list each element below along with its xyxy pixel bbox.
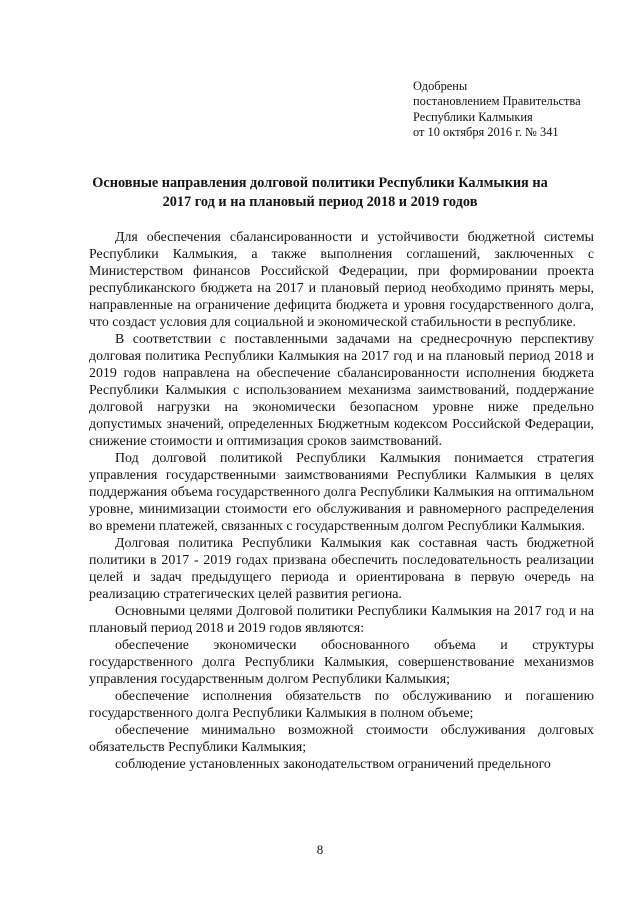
title-line: 2017 год и на плановый период 2018 и 2019 годов (162, 193, 478, 210)
list-item: обеспечение исполнения обязательств по обслуживанию и погашению государственного долга Республики Калмыкия в полном объеме; (89, 689, 594, 721)
body-paragraph: Долговая политика Республики Калмыкия как составная часть бюджетной политики в 2017 - 2019 годах призвана обеспечить последовательность реализации целей и задач предыдущего периода и ориентирована в первую очередь на реализацию стратегических целей развития региона. (89, 536, 594, 602)
approval-line: от 10 октября 2016 г. № 341 (413, 125, 559, 140)
title-line: Основные направления долговой политики Республики Калмыкия на (92, 175, 548, 191)
approval-stamp (413, 79, 581, 141)
body-paragraph: Для обеспечения сбалансированности и устойчивости бюджетной системы Республики Калмыкия, а также выполнения соглашений, заключенных с Министерством финансов Российской Федерации, при формировании проекта республиканского бюджета на 2017 и плановый период необходимо принять меры, направленные на ограничение дефицита бюджета и уровня государственного долга, что создаст условия для социальной и экономической стабильности в республике. (89, 230, 594, 330)
body-paragraph: Основными целями Долговой политики Республики Калмыкия на 2017 год и на плановый период 2018 и 2019 годов являются: (89, 604, 594, 636)
list-item: обеспечение минимально возможной стоимости обслуживания долговых обязательств Республики Калмыкия; (89, 723, 594, 755)
body-paragraph: В соответствии с поставленными задачами на среднесрочную перспективу долговая политика Республики Калмыкия на 2017 год и на плановый период 2018 и 2019 годов направлена на обеспечение сбалансированности исполнения бюджета Республики Калмыкия с использованием механизма заимствований, поддержание долговой нагрузки на экономически безопасном уровне ниже предельно допустимых значений, определенных Бюджетным кодексом Российской Федерации, снижение стоимости и оптимизация сроков заимствований. (89, 332, 594, 449)
list-item: обеспечение экономически обоснованного объема и структуры государственного долга Республики Калмыкия, совершенствование механизмов управления государственным долгом Республики Калмыкия; (89, 638, 594, 687)
document-title (60, 174, 580, 211)
approval-line: Республики Калмыкия (413, 109, 533, 124)
list-item: соблюдение установленных законодательством ограничений предельного (115, 757, 551, 772)
body-paragraph: Под долговой политикой Республики Калмыкия понимается стратегия управления государственными заимствованиями Республики Калмыкия в целях поддержания объема государственного долга Республики Калмыкия на оптимальном уровне, минимизации стоимости его обслуживания и равномерного распределения во времени платежей, связанных с государственным долгом Республики Калмыкия. (89, 451, 594, 534)
approval-line: постановлением Правительства (413, 94, 581, 109)
approval-line: Одобрены (413, 79, 468, 93)
document-body (89, 229, 594, 773)
page-number: 8 (316, 842, 324, 857)
